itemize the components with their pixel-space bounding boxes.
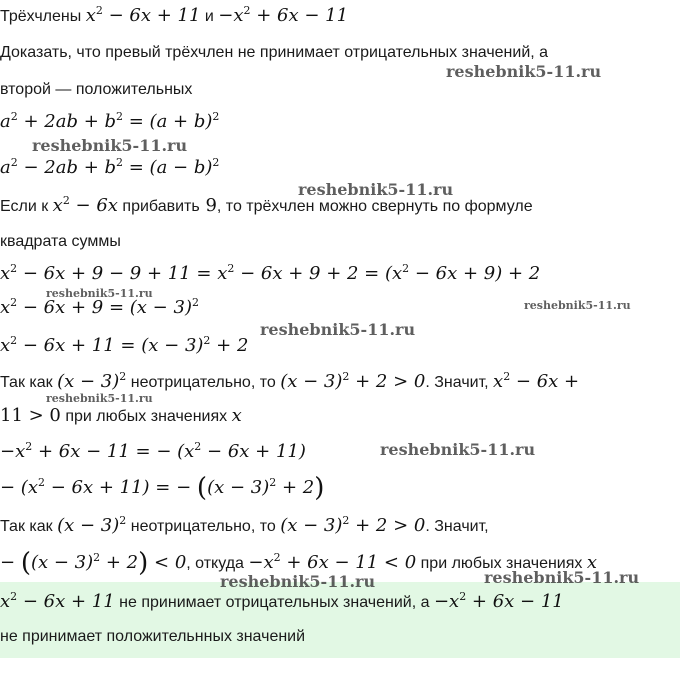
conclusion-line-1: $x^2 - 6x + 11$ не принимает отрицательных значений, $а -x^2 + 6x - 11$ xyxy=(0,590,564,612)
text-line-3: второй — положительных xyxy=(0,81,193,98)
math-line-13: $-x^2 + 6x - 11$ = − $(x^2 - 6x + 11)$ xyxy=(0,440,306,462)
math-line-9: $x^2 - 6x + 9 = (x - 3)^2$ xyxy=(0,296,199,318)
text-line-11: Так как $(x - 3)^2$ неотрицательно, то $(x - 3)^2 + 2 > 0$. Значит, $x^2 - 6x$ + xyxy=(0,370,580,392)
formula-square-diff: $a^2 - 2ab + b^2 = (a - b)^2$ xyxy=(0,156,220,178)
math-trinomial-2: $-x^2 + 6x - 11$ xyxy=(218,4,349,26)
text-line-7: квадрата суммы xyxy=(0,233,121,250)
text-line-6: Если к $x^2 - 6x$ прибавить 9, то трёхчлен можно свернуть по формуле xyxy=(0,194,533,216)
watermark: reshebnik5-11.ru xyxy=(46,287,153,300)
watermark: reshebnik5-11.ru xyxy=(298,180,454,199)
math-line-10: $x^2 - 6x + 11 = (x - 3)^2 + 2$ xyxy=(0,334,249,356)
math-line-14: − $(x^2 - 6x + 11)$ = − $((x - 3)^2 + 2)$ xyxy=(0,473,325,503)
text-line-12: 11 > 0 при любых значениях x xyxy=(0,405,242,426)
watermark: reshebnik5-11.ru xyxy=(46,392,153,405)
text-line-1: Трёхчлены $x^2 - 6x + 11$ $и -x^2 + 6x - 11$ xyxy=(0,4,349,26)
watermark: reshebnik5-11.ru xyxy=(220,572,376,591)
watermark: reshebnik5-11.ru xyxy=(446,62,602,81)
watermark: reshebnik5-11.ru xyxy=(380,440,536,459)
watermark: reshebnik5-11.ru xyxy=(524,299,631,312)
text-line-16: − $((x - 3)^2 + 2) < 0$, откуда $-x^2 + 6x - 11 < 0$ при любых значениях x xyxy=(0,548,598,578)
conclusion-line-2: не принимает положительнных значений xyxy=(0,628,306,645)
watermark: reshebnik5-11.ru xyxy=(260,320,416,339)
math-trinomial-1: $x^2 - 6x + 11$ xyxy=(85,4,201,26)
text-line-2: Доказать, что превый трёхчлен не принимает отрицательных значений, а xyxy=(0,44,549,61)
watermark: reshebnik5-11.ru xyxy=(484,568,640,587)
text-line-15: Так как $(x - 3)^2$ неотрицательно, то $(x - 3)^2 + 2 > 0$. Значит, xyxy=(0,514,489,536)
watermark: reshebnik5-11.ru xyxy=(32,136,188,155)
formula-square-sum: $a^2 + 2ab + b^2 = (a + b)^2$ xyxy=(0,110,220,132)
math-line-8: $x^2 - 6x + 9 - 9 + 11 = x^2 - 6x + 9 + 2 = (x^2 - 6x + 9) + 2$ xyxy=(0,262,541,284)
